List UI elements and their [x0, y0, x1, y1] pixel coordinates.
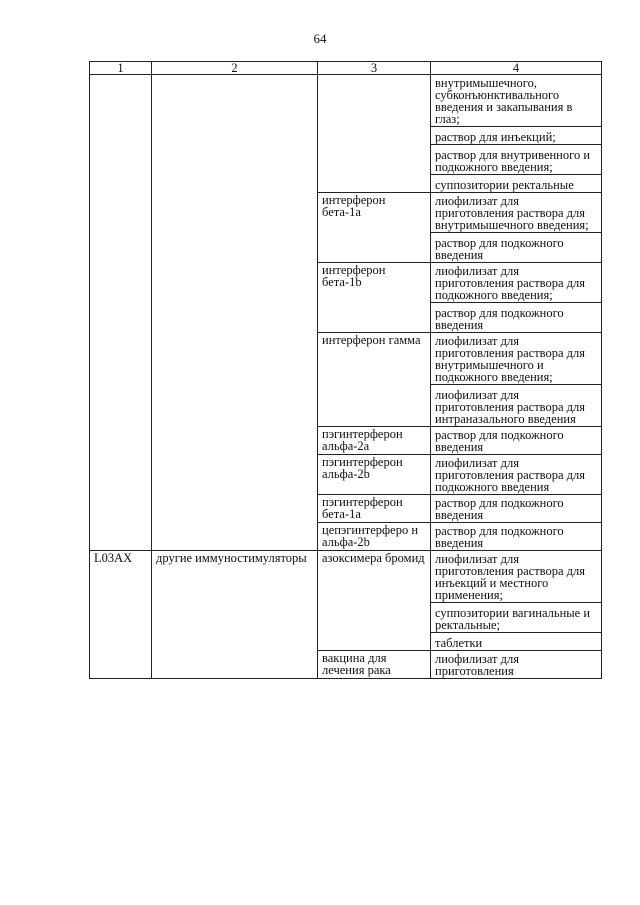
- drug-name: интерферон бета-1b: [318, 263, 431, 333]
- column-header-1: 1: [90, 62, 152, 75]
- dosage-forms-cell: [431, 455, 602, 495]
- column-header-3: 3: [318, 62, 431, 75]
- column-header-2: 2: [152, 62, 318, 75]
- dosage-forms-cell: [431, 651, 602, 679]
- table-row: [90, 75, 602, 193]
- dosage-form: раствор для подкожного введения: [435, 428, 564, 454]
- group-name: другие иммуностимуляторы: [152, 551, 318, 679]
- dosage-form: суппозитории ректальные: [431, 174, 601, 192]
- dosage-form: раствор для внутривенного и подкожного введения;: [431, 144, 601, 174]
- dosage-form: лиофилизат для приготовления раствора для инъекций и местного применения;: [435, 552, 585, 602]
- dosage-form: лиофилизат для приготовления раствора для интраназального введения: [431, 384, 601, 426]
- group-cell-empty: [152, 75, 318, 551]
- dosage-forms-cell: [431, 523, 602, 551]
- dosage-form: раствор для подкожного введения: [431, 232, 601, 262]
- dosage-form: раствор для подкожного введения: [435, 524, 564, 550]
- dosage-form: таблетки: [431, 632, 601, 650]
- drug-name: интерферон гамма: [318, 333, 431, 427]
- dosage-forms-cell: [431, 75, 602, 193]
- drug-table: [89, 61, 602, 679]
- dosage-form: лиофилизат для приготовления: [435, 652, 519, 678]
- drug-name: пэгинтерферон альфа-2a: [318, 427, 431, 455]
- dosage-forms-cell: [431, 551, 602, 651]
- dosage-form: раствор для подкожного введения: [431, 302, 601, 332]
- atc-code: L03AX: [90, 551, 152, 679]
- drug-name: пэгинтерферон альфа-2b: [318, 455, 431, 495]
- dosage-form: внутримышечного, субконъюнктивального введения и закапывания в глаз;: [435, 76, 573, 126]
- code-cell-empty: [90, 75, 152, 551]
- dosage-forms-cell: [431, 333, 602, 427]
- drug-name: пэгинтерферон бета-1a: [318, 495, 431, 523]
- dosage-form: лиофилизат для приготовления раствора для внутримышечного и подкожного введения;: [435, 334, 585, 384]
- column-header-4: 4: [431, 62, 602, 75]
- drug-name: вакцина для лечения рака: [318, 651, 431, 679]
- dosage-form: раствор для инъекций;: [431, 126, 601, 144]
- drug-name: цепэгинтерферо н альфа-2b: [318, 523, 431, 551]
- page-number: 64: [313, 31, 327, 46]
- dosage-form: лиофилизат для приготовления раствора для подкожного введения: [435, 456, 585, 494]
- dosage-forms-cell: [431, 495, 602, 523]
- dosage-form: раствор для подкожного введения: [435, 496, 564, 522]
- drug-name-cell-empty: [318, 75, 431, 193]
- dosage-forms-cell: [431, 193, 602, 263]
- dosage-forms-cell: [431, 427, 602, 455]
- dosage-form: лиофилизат для приготовления раствора для подкожного введения;: [435, 264, 585, 302]
- drug-name: интерферон бета-1a: [318, 193, 431, 263]
- drug-name: азоксимера бромид: [318, 551, 431, 651]
- dosage-form: суппозитории вагинальные и ректальные;: [431, 602, 601, 632]
- dosage-forms-cell: [431, 263, 602, 333]
- table-row: [90, 551, 602, 651]
- dosage-form: лиофилизат для приготовления раствора для внутримышечного введения;: [435, 194, 589, 232]
- table-header-row: [90, 62, 602, 75]
